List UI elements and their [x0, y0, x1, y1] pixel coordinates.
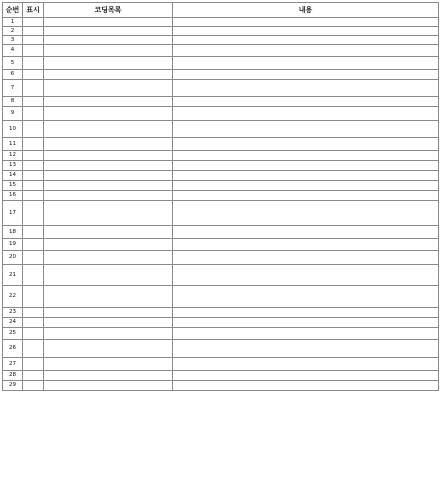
row-description	[173, 27, 439, 36]
row-description	[173, 138, 439, 151]
row-number: 13	[3, 161, 23, 171]
row-description	[173, 371, 439, 381]
header-seq: 순번	[3, 3, 23, 18]
table-row	[3, 45, 439, 57]
row-mark	[23, 161, 44, 171]
table-row	[3, 358, 439, 371]
row-description	[173, 107, 439, 121]
row-coding-item	[44, 80, 173, 97]
row-coding-item	[44, 151, 173, 161]
row-coding-item	[44, 239, 173, 251]
row-description	[173, 70, 439, 80]
row-coding-item	[44, 340, 173, 358]
row-number: 29	[3, 381, 23, 391]
table-row	[3, 318, 439, 328]
row-coding-item	[44, 97, 173, 107]
row-mark	[23, 226, 44, 239]
row-number: 18	[3, 226, 23, 239]
row-description	[173, 151, 439, 161]
row-number: 11	[3, 138, 23, 151]
row-mark	[23, 308, 44, 318]
row-mark	[23, 80, 44, 97]
table-row	[3, 265, 439, 286]
row-description	[173, 328, 439, 340]
row-description	[173, 191, 439, 201]
row-description	[173, 381, 439, 391]
row-coding-item	[44, 226, 173, 239]
row-mark	[23, 171, 44, 181]
row-coding-item	[44, 121, 173, 138]
row-mark	[23, 328, 44, 340]
table-row	[3, 80, 439, 97]
table-row	[3, 18, 439, 27]
row-description	[173, 181, 439, 191]
row-mark	[23, 265, 44, 286]
table-row	[3, 121, 439, 138]
table-row	[3, 308, 439, 318]
row-description	[173, 57, 439, 70]
table-row	[3, 97, 439, 107]
table-row	[3, 371, 439, 381]
row-number: 20	[3, 251, 23, 265]
row-description	[173, 171, 439, 181]
row-number: 22	[3, 286, 23, 308]
row-number: 1	[3, 18, 23, 27]
row-mark	[23, 138, 44, 151]
table-header-row	[3, 3, 439, 18]
row-mark	[23, 181, 44, 191]
row-mark	[23, 239, 44, 251]
row-coding-item	[44, 328, 173, 340]
table-row	[3, 107, 439, 121]
row-mark	[23, 151, 44, 161]
row-mark	[23, 371, 44, 381]
row-mark	[23, 251, 44, 265]
row-description	[173, 121, 439, 138]
row-number: 25	[3, 328, 23, 340]
table-row	[3, 191, 439, 201]
row-number: 6	[3, 70, 23, 80]
row-number: 12	[3, 151, 23, 161]
table-row	[3, 57, 439, 70]
row-mark	[23, 191, 44, 201]
row-description	[173, 80, 439, 97]
row-description	[173, 308, 439, 318]
table-row	[3, 171, 439, 181]
table-row	[3, 340, 439, 358]
row-description	[173, 265, 439, 286]
row-number: 4	[3, 45, 23, 57]
row-description	[173, 36, 439, 45]
row-mark	[23, 201, 44, 226]
row-coding-item	[44, 251, 173, 265]
row-coding-item	[44, 161, 173, 171]
header-mark: 표시	[23, 3, 44, 18]
row-coding-item	[44, 70, 173, 80]
table-row	[3, 381, 439, 391]
coding-list-sheet	[2, 2, 438, 391]
row-description	[173, 161, 439, 171]
coding-list-table	[2, 2, 439, 391]
header-item: 코딩목록	[44, 3, 173, 18]
row-number: 5	[3, 57, 23, 70]
row-coding-item	[44, 381, 173, 391]
table-row	[3, 226, 439, 239]
row-coding-item	[44, 138, 173, 151]
table-body	[3, 18, 439, 391]
row-number: 26	[3, 340, 23, 358]
row-number: 27	[3, 358, 23, 371]
table-row	[3, 151, 439, 161]
row-number: 19	[3, 239, 23, 251]
row-description	[173, 340, 439, 358]
row-coding-item	[44, 318, 173, 328]
table-row	[3, 251, 439, 265]
row-coding-item	[44, 45, 173, 57]
row-coding-item	[44, 191, 173, 201]
row-coding-item	[44, 107, 173, 121]
row-number: 7	[3, 80, 23, 97]
row-description	[173, 18, 439, 27]
row-description	[173, 358, 439, 371]
row-coding-item	[44, 358, 173, 371]
row-number: 24	[3, 318, 23, 328]
row-description	[173, 239, 439, 251]
row-mark	[23, 27, 44, 36]
row-number: 2	[3, 27, 23, 36]
row-number: 17	[3, 201, 23, 226]
table-row	[3, 181, 439, 191]
table-row	[3, 161, 439, 171]
row-mark	[23, 70, 44, 80]
row-coding-item	[44, 286, 173, 308]
table-row	[3, 36, 439, 45]
row-description	[173, 97, 439, 107]
table-row	[3, 70, 439, 80]
row-description	[173, 286, 439, 308]
row-coding-item	[44, 171, 173, 181]
table-row	[3, 328, 439, 340]
row-description	[173, 226, 439, 239]
row-mark	[23, 340, 44, 358]
row-coding-item	[44, 308, 173, 318]
row-mark	[23, 286, 44, 308]
row-description	[173, 45, 439, 57]
row-number: 8	[3, 97, 23, 107]
row-mark	[23, 358, 44, 371]
row-number: 16	[3, 191, 23, 201]
row-coding-item	[44, 57, 173, 70]
row-coding-item	[44, 181, 173, 191]
row-coding-item	[44, 36, 173, 45]
row-mark	[23, 381, 44, 391]
row-number: 23	[3, 308, 23, 318]
row-mark	[23, 57, 44, 70]
row-number: 14	[3, 171, 23, 181]
table-row	[3, 138, 439, 151]
table-row	[3, 201, 439, 226]
row-coding-item	[44, 27, 173, 36]
row-number: 28	[3, 371, 23, 381]
table-row	[3, 286, 439, 308]
row-mark	[23, 97, 44, 107]
row-coding-item	[44, 18, 173, 27]
row-description	[173, 318, 439, 328]
row-mark	[23, 18, 44, 27]
row-mark	[23, 36, 44, 45]
row-coding-item	[44, 371, 173, 381]
table-row	[3, 27, 439, 36]
row-coding-item	[44, 265, 173, 286]
row-mark	[23, 121, 44, 138]
header-desc: 내용	[173, 3, 439, 18]
table-row	[3, 239, 439, 251]
row-number: 9	[3, 107, 23, 121]
row-number: 3	[3, 36, 23, 45]
row-mark	[23, 45, 44, 57]
row-number: 21	[3, 265, 23, 286]
row-number: 15	[3, 181, 23, 191]
row-coding-item	[44, 201, 173, 226]
row-mark	[23, 107, 44, 121]
row-number: 10	[3, 121, 23, 138]
row-description	[173, 251, 439, 265]
row-description	[173, 201, 439, 226]
row-mark	[23, 318, 44, 328]
